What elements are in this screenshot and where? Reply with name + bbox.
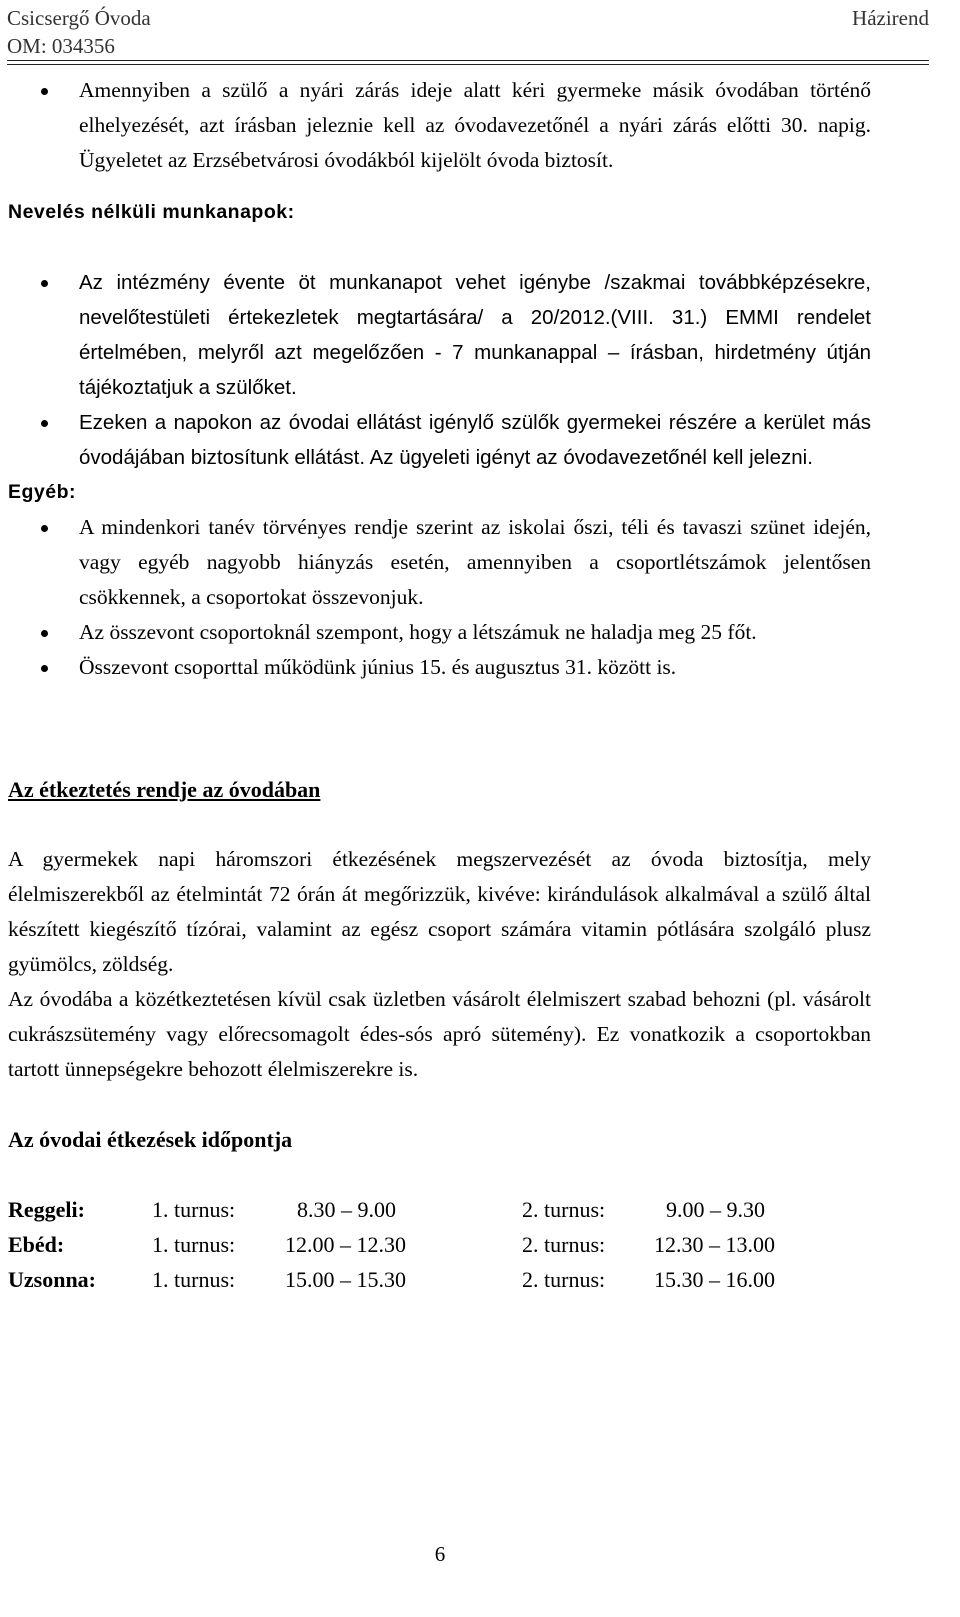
header-rule-top xyxy=(7,60,929,61)
document-title: Házirend xyxy=(852,6,929,30)
page-content xyxy=(8,73,871,1297)
turn2-label: 2. turnus: xyxy=(522,1232,606,1257)
meal-name: Reggeli: xyxy=(8,1197,85,1222)
turn2-label: 2. turnus: xyxy=(522,1197,606,1222)
list-item: Az intézmény évente öt munkanapot vehet igénybe /szakmai továbbképzésekre, nevelőtestületi értekezletek megtartására/ a 20/2012.(VIII. 31.) EMMI rendelet értelmében, melyről azt megelőzően - 7 munkanappal – írásban, hirdetmény útján tájékoztatjuk a szülőket. xyxy=(8,265,871,405)
catering-paragraph-1: A gyermekek napi háromszori étkezésének megszervezését az óvoda biztosítja, mely élelmiszerekből az ételmintát 72 órán át megőrizzük, kivéve: kirándulások alkalmával a szülő által készített kiegészítő tízórai, valamint az egész csoport számára vitamin pótlására szolgáló plusz gyümölcs, zöldség. xyxy=(8,847,871,976)
turn2-label: 2. turnus: xyxy=(522,1267,606,1292)
section-title-catering: Az étkeztetés rendje az óvodában xyxy=(8,777,321,802)
header-rule-bottom xyxy=(7,64,929,65)
list-item: Összevont csoporttal működünk június 15. és augusztus 31. között is. xyxy=(8,650,871,685)
list-item: Ezeken a napokon az óvodai ellátást igénylő szülők gyermekei részére a kerület más óvodájában biztosítunk ellátást. Az ügyeleti igényt az óvodavezetőnél kell jelezni. xyxy=(8,405,871,475)
page-header xyxy=(7,0,929,66)
page-number: 6 xyxy=(434,1542,446,1566)
list-item: A mindenkori tanév törvényes rendje szerint az iskolai őszi, téli és tavaszi szünet idején, vagy egyéb nagyobb hiányzás esetén, amennyiben a csoportlétszámok jelentősen csökkennek, a csoportokat összevonjuk. xyxy=(8,510,871,615)
turn1-time: 8.30 – 9.00 xyxy=(297,1197,396,1222)
list-item: Az összevont csoportoknál szempont, hogy a létszámuk ne haladja meg 25 főt. xyxy=(8,615,871,650)
section-heading-non-teaching-days: Nevelés nélküli munkanapok: xyxy=(8,201,295,223)
section-heading-meal-times: Az óvodai étkezések időpontja xyxy=(8,1127,293,1152)
turn2-time: 12.30 – 13.00 xyxy=(654,1232,775,1257)
turn1-label: 1. turnus: xyxy=(152,1232,236,1257)
om-number: OM: 034356 xyxy=(7,34,115,58)
turn1-label: 1. turnus: xyxy=(152,1197,236,1222)
table-row xyxy=(8,1227,826,1262)
school-name: Csicsergő Óvoda xyxy=(7,6,151,30)
bullet-icon xyxy=(41,420,48,427)
other-list xyxy=(8,510,871,685)
bullet-icon xyxy=(41,665,48,672)
summer-closure-list xyxy=(8,73,871,178)
turn2-time: 9.00 – 9.30 xyxy=(666,1197,765,1222)
non-teaching-days-list xyxy=(8,265,871,475)
section-heading-other: Egyéb: xyxy=(8,481,77,503)
header-left xyxy=(7,4,151,60)
catering-paragraph-2: Az óvodába a közétkeztetésen kívül csak üzletben vásárolt élelmiszert szabad behozni (pl. vásárolt cukrászsütemény vagy előrecsomagolt édes-sós apró sütemény). Ez vonatkozik a csoportokban tartott ünnepségekre behozott élelmiszerekre is. xyxy=(8,987,871,1081)
list-item: Amennyiben a szülő a nyári zárás ideje alatt kéri gyermeke másik óvodában történő elhelyezését, azt írásban jeleznie kell az óvodavezetőnél a nyári zárás előtti 30. napig. Ügyeletet az Erzsébetvárosi óvodákból kijelölt óvoda biztosít. xyxy=(8,73,871,178)
bullet-icon xyxy=(41,630,48,637)
turn1-label: 1. turnus: xyxy=(152,1267,236,1292)
turn1-time: 12.00 – 12.30 xyxy=(285,1232,406,1257)
meal-name: Ebéd: xyxy=(8,1232,65,1257)
turn2-time: 15.30 – 16.00 xyxy=(654,1267,775,1292)
meal-name: Uzsonna: xyxy=(8,1267,97,1292)
bullet-icon xyxy=(41,280,48,287)
meal-schedule-table xyxy=(8,1192,826,1297)
turn1-time: 15.00 – 15.30 xyxy=(285,1267,406,1292)
table-row xyxy=(8,1262,826,1297)
table-row xyxy=(8,1192,826,1227)
bullet-icon xyxy=(41,88,48,95)
bullet-icon xyxy=(41,525,48,532)
